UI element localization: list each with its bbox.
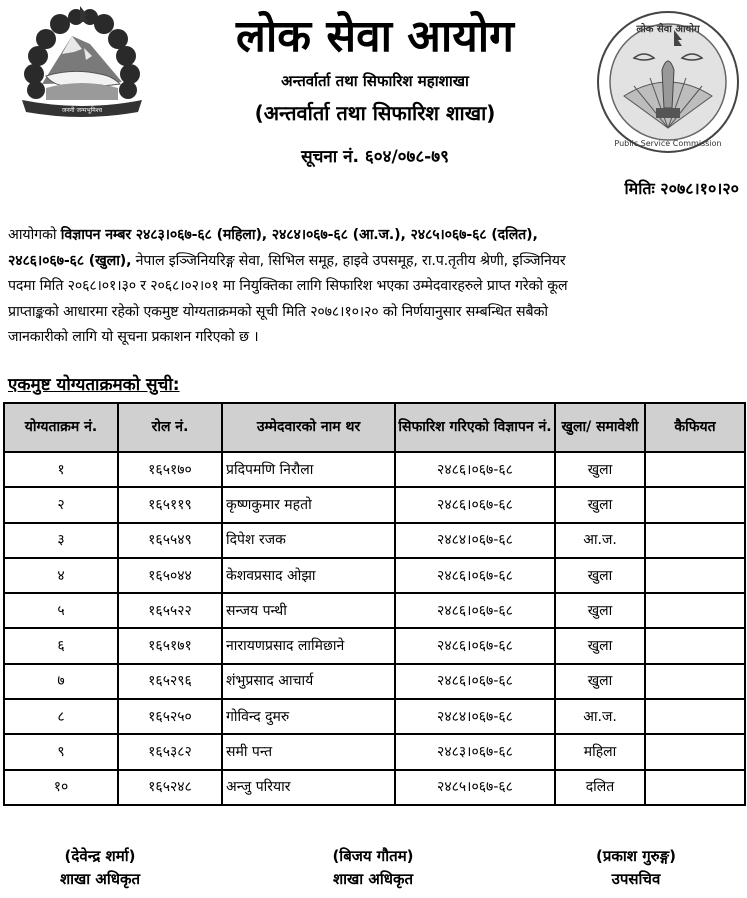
cell-rank: ७ bbox=[4, 664, 118, 699]
cell-remarks bbox=[645, 734, 745, 769]
cell-category: खुला bbox=[555, 558, 645, 593]
cell-category: खुला bbox=[555, 593, 645, 628]
cell-remarks bbox=[645, 770, 745, 805]
cell-ad-no: २४८६।०६७-६८ bbox=[395, 593, 555, 628]
cell-category: खुला bbox=[555, 664, 645, 699]
cell-roll: १६५१७१ bbox=[118, 628, 222, 663]
cell-roll: १६५२९६ bbox=[118, 664, 222, 699]
col-header-name: उम्मेदवारको नाम थर bbox=[222, 403, 395, 452]
cell-roll: १६५२५० bbox=[118, 699, 222, 734]
body-line bbox=[8, 223, 746, 249]
cell-roll: १६५५४९ bbox=[118, 523, 222, 558]
cell-name: गोविन्द दुमरु bbox=[222, 699, 395, 734]
cell-roll: १६५३८२ bbox=[118, 734, 222, 769]
svg-text:जननी जन्मभूमिश्च: जननी जन्मभूमिश्च bbox=[61, 107, 103, 114]
notice-number: सूचना नं. ६०४/०७८-७९ bbox=[301, 147, 449, 167]
cell-rank: १० bbox=[4, 770, 118, 805]
signatory-1 bbox=[0, 845, 200, 891]
table-row bbox=[4, 628, 745, 663]
cell-remarks bbox=[645, 593, 745, 628]
cell-roll: १६५०४४ bbox=[118, 558, 222, 593]
table-row bbox=[4, 770, 745, 805]
cell-name: नारायणप्रसाद लामिछाने bbox=[222, 628, 395, 663]
cell-rank: ९ bbox=[4, 734, 118, 769]
body-line: जानकारीको लागि यो सूचना प्रकाशन गरिएको छ । bbox=[8, 329, 259, 345]
cell-ad-no: २४८३।०६७-६८ bbox=[395, 734, 555, 769]
cell-name: सन्जय पन्थी bbox=[222, 593, 395, 628]
signatory-name: (बिजय गौतम) bbox=[332, 847, 414, 865]
signatory-designation: शाखा अधिकृत bbox=[59, 870, 141, 888]
body-bold-text: विज्ञापन नम्बर २४८३।०६७-६८ (महिला), २४८४।०६७-६८ (आ.ज.), २४८५।०६७-६८ (दलित), bbox=[60, 227, 538, 243]
cell-remarks bbox=[645, 523, 745, 558]
cell-rank: ४ bbox=[4, 558, 118, 593]
cell-rank: ८ bbox=[4, 699, 118, 734]
cell-ad-no: २४८५।०६७-६८ bbox=[395, 770, 555, 805]
section-name: (अन्तर्वार्ता तथा सिफारिश शाखा) bbox=[254, 101, 496, 125]
table-row bbox=[4, 664, 745, 699]
cell-roll: १६५५२२ bbox=[118, 593, 222, 628]
cell-roll: १६५१७० bbox=[118, 452, 222, 487]
body-line bbox=[8, 249, 746, 275]
body-bold-text: २४८६।०६७-६८ (खुला), bbox=[8, 252, 132, 269]
col-header-ad-no: सिफारिश गरिएको विज्ञापन नं. bbox=[395, 403, 555, 452]
col-header-roll: रोल नं. bbox=[118, 403, 222, 452]
col-header-category: खुला/ समावेशी bbox=[555, 403, 645, 452]
signatory-2 bbox=[273, 845, 473, 891]
merit-list-table bbox=[3, 402, 746, 806]
cell-ad-no: २४८६।०६७-६८ bbox=[395, 452, 555, 487]
cell-category: दलित bbox=[555, 770, 645, 805]
svg-text:Public Service Commission: Public Service Commission bbox=[614, 139, 722, 148]
notice-body bbox=[8, 223, 746, 351]
cell-name: अन्जु परियार bbox=[222, 770, 395, 805]
organization-title: लोक सेवा आयोग bbox=[236, 11, 514, 62]
cell-name: केशवप्रसाद ओझा bbox=[222, 558, 395, 593]
cell-category: खुला bbox=[555, 452, 645, 487]
body-line: पदमा मिति २०६८।०१।३० र २०६८।०२।०१ मा नियुक्तिका लागि सिफारिश भएका उम्मेदवारहरुले प्राप्त गरेको कूल bbox=[8, 278, 568, 294]
cell-name: प्रदिपमणि निरौला bbox=[222, 452, 395, 487]
cell-remarks bbox=[645, 558, 745, 593]
cell-ad-no: २४८४।०६७-६८ bbox=[395, 523, 555, 558]
table-row bbox=[4, 452, 745, 487]
cell-rank: २ bbox=[4, 487, 118, 522]
cell-ad-no: २४८४।०६७-६८ bbox=[395, 699, 555, 734]
psc-seal-logo bbox=[594, 8, 742, 156]
list-heading: एकमुष्ट योग्यताक्रमको सुची: bbox=[8, 375, 180, 395]
col-header-rank: योग्यताक्रम नं. bbox=[4, 403, 118, 452]
cell-name: दिपेश रजक bbox=[222, 523, 395, 558]
cell-ad-no: २४८६।०६७-६८ bbox=[395, 664, 555, 699]
notice-date: मितिः २०७८।१०।२० bbox=[624, 179, 739, 198]
signatory-designation: शाखा अधिकृत bbox=[332, 870, 414, 888]
table-row bbox=[4, 593, 745, 628]
cell-ad-no: २४८६।०६७-६८ bbox=[395, 487, 555, 522]
body-text: आयोगको bbox=[8, 227, 61, 243]
cell-ad-no: २४८६।०६७-६८ bbox=[395, 628, 555, 663]
signatory-designation: उपसचिव bbox=[611, 870, 661, 888]
division-name: अन्तर्वार्ता तथा सिफारिश महाशाखा bbox=[281, 72, 469, 90]
cell-rank: ३ bbox=[4, 523, 118, 558]
cell-name: शंभुप्रसाद आचार्य bbox=[222, 664, 395, 699]
cell-name: कृष्णकुमार महतो bbox=[222, 487, 395, 522]
cell-category: खुला bbox=[555, 628, 645, 663]
svg-text:लोक सेवा आयोग: लोक सेवा आयोग bbox=[636, 24, 700, 35]
col-header-remarks: कैफियत bbox=[645, 403, 745, 452]
cell-roll: १६५११९ bbox=[118, 487, 222, 522]
signatory-3 bbox=[536, 845, 736, 891]
table-row bbox=[4, 487, 745, 522]
cell-remarks bbox=[645, 628, 745, 663]
cell-remarks bbox=[645, 487, 745, 522]
table-row bbox=[4, 734, 745, 769]
cell-category: आ.ज. bbox=[555, 523, 645, 558]
signatory-name: (प्रकाश गुरुङ्ग) bbox=[596, 847, 676, 865]
table-row bbox=[4, 523, 745, 558]
cell-rank: १ bbox=[4, 452, 118, 487]
cell-ad-no: २४८६।०६७-६८ bbox=[395, 558, 555, 593]
cell-rank: ५ bbox=[4, 593, 118, 628]
table-row bbox=[4, 699, 745, 734]
signatory-name: (देवेन्द्र शर्मा) bbox=[64, 847, 136, 865]
cell-roll: १६५२४८ bbox=[118, 770, 222, 805]
body-text: नेपाल इञ्जिनियरिङ्ग सेवा, सिभिल समूह, हाइवे उपसमूह, रा.प.तृतीय श्रेणी, इञ्जिनियर bbox=[131, 252, 566, 269]
cell-category: महिला bbox=[555, 734, 645, 769]
cell-category: खुला bbox=[555, 487, 645, 522]
table-header-row bbox=[4, 403, 745, 452]
cell-name: समी पन्त bbox=[222, 734, 395, 769]
nepal-emblem-logo bbox=[12, 4, 152, 129]
cell-remarks bbox=[645, 452, 745, 487]
table-row bbox=[4, 558, 745, 593]
cell-remarks bbox=[645, 664, 745, 699]
cell-category: आ.ज. bbox=[555, 699, 645, 734]
cell-rank: ६ bbox=[4, 628, 118, 663]
body-line: प्राप्ताङ्कको आधारमा रहेको एकमुष्ट योग्यताक्रमको सूची मिति २०७८।१०।२० को निर्णयानुसार सम्बन्धित सबैको bbox=[8, 303, 548, 320]
cell-remarks bbox=[645, 699, 745, 734]
